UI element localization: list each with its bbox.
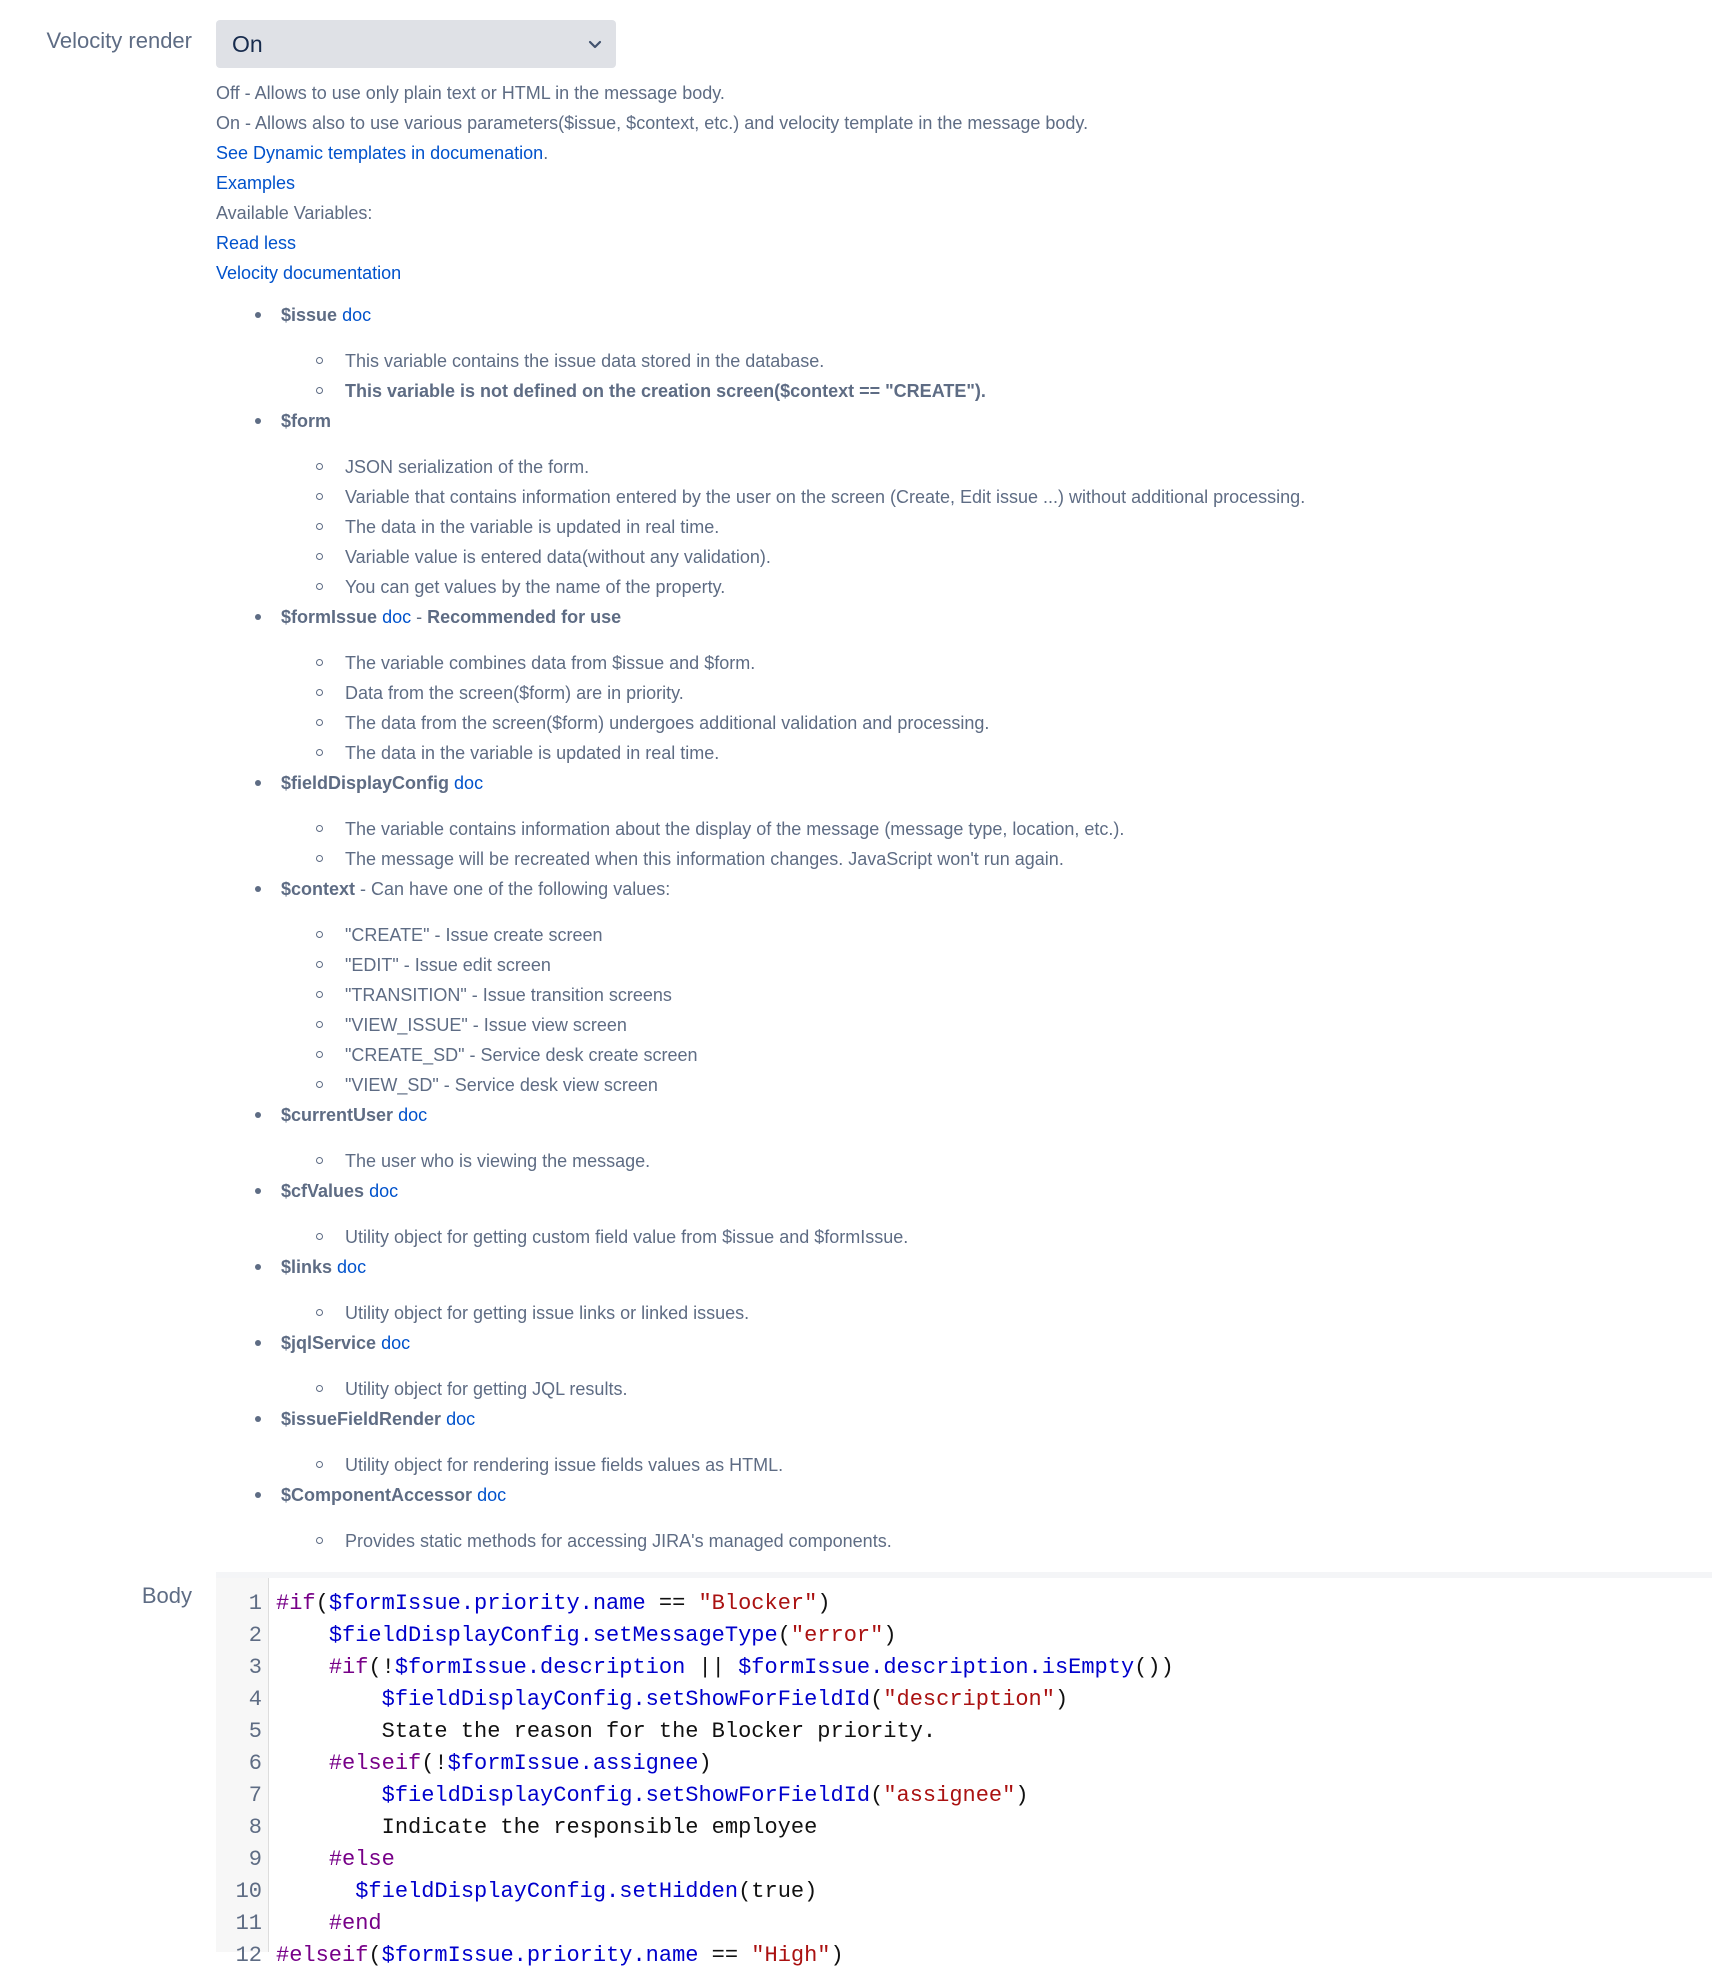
code-line-text: [276, 1684, 1068, 1716]
code-string: "Blocker": [698, 1591, 818, 1616]
variable-details-list: [281, 436, 1676, 602]
variable-heading: [281, 300, 1676, 330]
variable-item: [216, 1176, 1676, 1252]
code-variable: $fieldDisplayConfig.setHidden: [355, 1879, 739, 1904]
variable-detail-item: [281, 678, 1676, 708]
circle-bullet-icon: [316, 659, 323, 666]
circle-bullet-icon: [316, 931, 323, 938]
code-variable: $formIssue.priority.name: [328, 1591, 646, 1616]
variable-doc-link[interactable]: doc: [477, 1485, 507, 1505]
code-text: Indicate the responsible employee: [276, 1815, 818, 1840]
code-text: ): [1015, 1783, 1029, 1808]
variable-detail-text: Variable that contains information entered by the user on the screen (Create, Edit issue ...) without additional processing.: [345, 487, 1306, 507]
variable-detail-text: "VIEW_ISSUE" - Issue view screen: [345, 1015, 627, 1035]
variable-heading: [281, 1100, 1676, 1130]
variable-detail-text: The message will be recreated when this information changes. JavaScript won't run again.: [345, 849, 1064, 869]
variable-name: $cfValues: [281, 1181, 365, 1201]
variable-details-list: [281, 1510, 1676, 1556]
circle-bullet-icon: [316, 719, 323, 726]
variable-detail-text: Utility object for getting JQL results.: [345, 1379, 628, 1399]
code-line: [216, 1812, 1712, 1844]
variable-detail-item: [281, 482, 1676, 512]
variable-name: $formIssue: [281, 607, 378, 627]
code-variable: $formIssue.priority.name: [381, 1943, 699, 1968]
circle-bullet-icon: [316, 523, 323, 530]
line-number: 8: [248, 1815, 262, 1840]
dynamic-templates-link[interactable]: See Dynamic templates in documenation: [216, 143, 544, 163]
variable-detail-item: [281, 1374, 1676, 1404]
variable-detail-item: [281, 1298, 1676, 1328]
code-line-text: [276, 1716, 936, 1748]
variable-detail-item: [281, 738, 1676, 768]
read-less-link[interactable]: Read less: [216, 233, 297, 253]
code-line: [216, 1652, 1712, 1684]
code-string: "assignee": [883, 1783, 1016, 1808]
code-text: [276, 1847, 329, 1872]
code-text: [276, 1655, 329, 1680]
variable-detail-item: [281, 920, 1676, 950]
variable-details-list: [281, 1434, 1676, 1480]
code-text: [276, 1687, 382, 1712]
circle-bullet-icon: [316, 961, 323, 968]
variable-item: [216, 1252, 1676, 1328]
variable-item: [216, 874, 1676, 1100]
variable-name: $fieldDisplayConfig: [281, 773, 450, 793]
variable-detail-item: [281, 1070, 1676, 1100]
code-text: ): [830, 1943, 844, 1968]
variable-detail-item: [281, 1222, 1676, 1252]
line-number: 1: [248, 1591, 262, 1616]
off-description: Off - Allows to use only plain text or HTML in the message body.: [216, 83, 725, 103]
line-number: 10: [235, 1879, 262, 1904]
bullet-icon: [255, 1264, 261, 1270]
code-variable: $formIssue.description.isEmpty: [738, 1655, 1135, 1680]
velocity-render-value: On: [232, 30, 263, 57]
variable-doc-link[interactable]: doc: [342, 305, 372, 325]
variable-detail-text: Utility object for getting issue links or linked issues.: [345, 1303, 750, 1323]
variable-detail-text: This variable contains the issue data stored in the database.: [345, 351, 825, 371]
circle-bullet-icon: [316, 1385, 323, 1392]
code-variable: $fieldDisplayConfig.setShowForFieldId: [381, 1783, 871, 1808]
variable-detail-item: [281, 1146, 1676, 1176]
variable-detail-text: This variable is not defined on the creation screen($context == "CREATE").: [345, 381, 986, 401]
code-line: [216, 1940, 1712, 1972]
line-number: 5: [248, 1719, 262, 1744]
code-line-text: [276, 1812, 817, 1844]
variable-detail-item: [281, 1040, 1676, 1070]
bullet-icon: [255, 418, 261, 424]
variable-heading: [281, 602, 1676, 632]
variable-details-list: [281, 1130, 1676, 1176]
variable-note: Recommended for use: [427, 607, 622, 627]
variable-detail-text: Provides static methods for accessing JIRA's managed components.: [345, 1531, 892, 1551]
bullet-icon: [255, 886, 261, 892]
code-text: ): [883, 1623, 897, 1648]
line-number: 3: [248, 1655, 262, 1680]
variable-name: $issue: [281, 305, 338, 325]
variable-detail-text: "CREATE" - Issue create screen: [345, 925, 603, 945]
variable-name: $ComponentAccessor: [281, 1485, 473, 1505]
code-variable: $fieldDisplayConfig.setShowForFieldId: [381, 1687, 871, 1712]
code-string: "description": [883, 1687, 1055, 1712]
code-text: [276, 1623, 329, 1648]
variable-name: $currentUser: [281, 1105, 394, 1125]
code-text: (: [870, 1783, 884, 1808]
code-keyword: #if: [328, 1655, 369, 1680]
circle-bullet-icon: [316, 1081, 323, 1088]
variable-details-list: [281, 798, 1676, 874]
variable-detail-item: [281, 648, 1676, 678]
velocity-description: [216, 78, 1676, 288]
bullet-icon: [255, 1112, 261, 1118]
code-text: State the reason for the Blocker priority.: [276, 1719, 937, 1744]
code-text: [276, 1879, 355, 1904]
circle-bullet-icon: [316, 1051, 323, 1058]
code-keyword: #else: [328, 1847, 395, 1872]
variable-name: $issueFieldRender: [281, 1409, 442, 1429]
variable-doc-link[interactable]: doc: [337, 1257, 367, 1277]
variable-detail-item: [281, 844, 1676, 874]
variable-doc-link[interactable]: doc: [382, 607, 412, 627]
variable-detail-text: "TRANSITION" - Issue transition screens: [345, 985, 672, 1005]
code-line: [216, 1844, 1712, 1876]
circle-bullet-icon: [316, 825, 323, 832]
circle-bullet-icon: [316, 855, 323, 862]
variable-item: [216, 768, 1676, 874]
line-number: 6: [248, 1751, 262, 1776]
velocity-render-select[interactable]: [216, 20, 616, 68]
bullet-icon: [255, 312, 261, 318]
code-text: ): [698, 1751, 712, 1776]
available-variables-list: [216, 300, 1676, 1556]
bullet-icon: [255, 1188, 261, 1194]
bullet-icon: [255, 614, 261, 620]
variable-heading: [281, 874, 1676, 904]
circle-bullet-icon: [316, 749, 323, 756]
variable-detail-item: [281, 1526, 1676, 1556]
body-label: Body: [141, 1583, 192, 1608]
code-keyword: #elseif: [328, 1751, 422, 1776]
variable-doc-link[interactable]: doc: [446, 1409, 476, 1429]
circle-bullet-icon: [316, 1461, 323, 1468]
code-line-text: [276, 1940, 844, 1972]
variable-detail-text: The user who is viewing the message.: [345, 1151, 651, 1171]
variable-details-list: [281, 632, 1676, 768]
bullet-icon: [255, 1416, 261, 1422]
circle-bullet-icon: [316, 1309, 323, 1316]
velocity-render-label: Velocity render: [46, 28, 192, 53]
circle-bullet-icon: [316, 357, 323, 364]
code-text: (!: [368, 1655, 395, 1680]
variable-detail-item: [281, 512, 1676, 542]
code-line: [216, 1716, 1712, 1748]
variable-detail-text: The data in the variable is updated in real time.: [345, 743, 720, 763]
code-line-text: [276, 1748, 712, 1780]
variable-detail-item: [281, 346, 1676, 376]
circle-bullet-icon: [316, 493, 323, 500]
variables-outer-list: [216, 300, 1676, 1556]
examples-link[interactable]: Examples: [216, 173, 296, 193]
variable-details-list: [281, 330, 1676, 406]
variable-detail-item: [281, 572, 1676, 602]
variable-detail-text: You can get values by the name of the property.: [345, 577, 726, 597]
variable-detail-item: [281, 814, 1676, 844]
variable-name: $form: [281, 411, 332, 431]
line-number: 9: [248, 1847, 262, 1872]
variable-detail-text: The variable contains information about the display of the message (message type, location, etc.).: [345, 819, 1125, 839]
variable-doc-link[interactable]: doc: [369, 1181, 399, 1201]
code-line-text: [276, 1780, 1029, 1812]
variable-detail-item: [281, 452, 1676, 482]
velocity-documentation-link[interactable]: Velocity documentation: [216, 263, 402, 283]
code-line: [216, 1620, 1712, 1652]
code-variable: $formIssue.description: [394, 1655, 686, 1680]
variable-detail-item: [281, 708, 1676, 738]
code-text: ==: [698, 1943, 752, 1968]
circle-bullet-icon: [316, 991, 323, 998]
code-text: [276, 1911, 329, 1936]
available-variables-label: Available Variables:: [216, 203, 373, 223]
code-text: ()): [1134, 1655, 1174, 1680]
code-keyword: #if: [276, 1591, 316, 1616]
code-lines: [216, 1588, 1712, 1972]
code-line-text: [276, 1620, 897, 1652]
code-text: (!: [421, 1751, 448, 1776]
bullet-icon: [255, 780, 261, 786]
variable-detail-item: [281, 980, 1676, 1010]
variable-detail-text: Utility object for getting custom field value from $issue and $formIssue.: [345, 1227, 909, 1247]
variable-detail-text: "EDIT" - Issue edit screen: [345, 955, 551, 975]
body-code-editor[interactable]: [216, 1572, 1712, 1968]
code-line: [216, 1588, 1712, 1620]
bullet-icon: [255, 1340, 261, 1346]
variable-details-list: [281, 1282, 1676, 1328]
code-variable: $fieldDisplayConfig.setMessageType: [328, 1623, 778, 1648]
variable-detail-text: "VIEW_SD" - Service desk view screen: [345, 1075, 658, 1095]
variable-detail-text: Variable value is entered data(without any validation).: [345, 547, 771, 567]
code-text: (: [368, 1943, 382, 1968]
code-line-text: [276, 1908, 382, 1940]
code-text: [276, 1783, 382, 1808]
code-line-text: [276, 1652, 1174, 1684]
code-text: (: [315, 1591, 329, 1616]
variable-detail-text: Utility object for rendering issue fields values as HTML.: [345, 1455, 784, 1475]
variable-doc-link[interactable]: doc: [398, 1105, 428, 1125]
code-text: ): [1054, 1687, 1069, 1712]
variable-detail-text: Data from the screen($form) are in priority.: [345, 683, 684, 703]
code-text: ==: [645, 1591, 699, 1616]
variable-item: [216, 1100, 1676, 1176]
on-description: On - Allows also to use various parameters($issue, $context, etc.) and velocity template in the message body.: [216, 113, 1089, 133]
circle-bullet-icon: [316, 553, 323, 560]
variable-heading: [281, 1252, 1676, 1282]
code-text: (true): [738, 1879, 818, 1904]
circle-bullet-icon: [316, 1233, 323, 1240]
variable-heading: [281, 406, 1676, 436]
code-line-text: [276, 1844, 395, 1876]
variable-heading: [281, 1480, 1676, 1510]
chevron-down-icon: [586, 35, 604, 53]
circle-bullet-icon: [316, 387, 323, 394]
variable-detail-item: [281, 542, 1676, 572]
code-keyword: #elseif: [276, 1943, 369, 1968]
variable-doc-link[interactable]: doc: [454, 773, 484, 793]
variable-detail-item: [281, 1010, 1676, 1040]
variable-details-list: [281, 904, 1676, 1100]
code-line: [216, 1780, 1712, 1812]
line-number: 4: [248, 1687, 262, 1712]
bullet-icon: [255, 1492, 261, 1498]
code-text: [276, 1751, 329, 1776]
variable-name: $jqlService: [281, 1333, 377, 1353]
variable-suffix: -: [411, 607, 428, 627]
circle-bullet-icon: [316, 583, 323, 590]
variable-heading: [281, 768, 1676, 798]
variable-suffix: - Can have one of the following values:: [355, 879, 671, 899]
line-number: 2: [248, 1623, 262, 1648]
code-line: [216, 1908, 1712, 1940]
variable-item: [216, 602, 1676, 768]
variable-item: [216, 300, 1676, 406]
code-line: [216, 1684, 1712, 1716]
variable-detail-text: The data in the variable is updated in real time.: [345, 517, 720, 537]
circle-bullet-icon: [316, 1537, 323, 1544]
variable-item: [216, 1480, 1676, 1556]
circle-bullet-icon: [316, 463, 323, 470]
line-number: 7: [248, 1783, 262, 1808]
circle-bullet-icon: [316, 1157, 323, 1164]
variable-detail-text: "CREATE_SD" - Service desk create screen: [345, 1045, 698, 1065]
circle-bullet-icon: [316, 1021, 323, 1028]
code-line-text: [276, 1588, 831, 1620]
code-text: (: [870, 1687, 884, 1712]
variable-detail-item: [281, 950, 1676, 980]
variable-detail-item: [281, 376, 1676, 406]
variable-doc-link[interactable]: doc: [381, 1333, 411, 1353]
variable-name: $context: [281, 879, 356, 899]
variable-item: [216, 1328, 1676, 1404]
variable-details-list: [281, 1206, 1676, 1252]
dynamic-templates-suffix: .: [543, 143, 549, 163]
code-text: ||: [685, 1655, 739, 1680]
variable-item: [216, 406, 1676, 602]
variable-detail-text: The variable combines data from $issue and $form.: [345, 653, 756, 673]
code-text: ): [817, 1591, 831, 1616]
variable-name: $links: [281, 1257, 333, 1277]
variable-heading: [281, 1328, 1676, 1358]
variable-detail-item: [281, 1450, 1676, 1480]
code-variable: $formIssue.assignee: [447, 1751, 699, 1776]
circle-bullet-icon: [316, 689, 323, 696]
code-keyword: #end: [328, 1911, 382, 1936]
variable-detail-text: The data from the screen($form) undergoes additional validation and processing.: [345, 713, 990, 733]
variable-heading: [281, 1176, 1676, 1206]
code-line: [216, 1748, 1712, 1780]
variable-detail-text: JSON serialization of the form.: [345, 457, 590, 477]
code-string: "error": [790, 1623, 884, 1648]
line-number: 12: [235, 1943, 262, 1968]
dynamic-templates-line: [216, 138, 1676, 168]
code-line: [216, 1876, 1712, 1908]
code-text: (: [777, 1623, 791, 1648]
line-number: 11: [235, 1911, 262, 1936]
variable-item: [216, 1404, 1676, 1480]
variable-details-list: [281, 1358, 1676, 1404]
code-string: "High": [751, 1943, 831, 1968]
variable-heading: [281, 1404, 1676, 1434]
code-line-text: [276, 1876, 817, 1908]
